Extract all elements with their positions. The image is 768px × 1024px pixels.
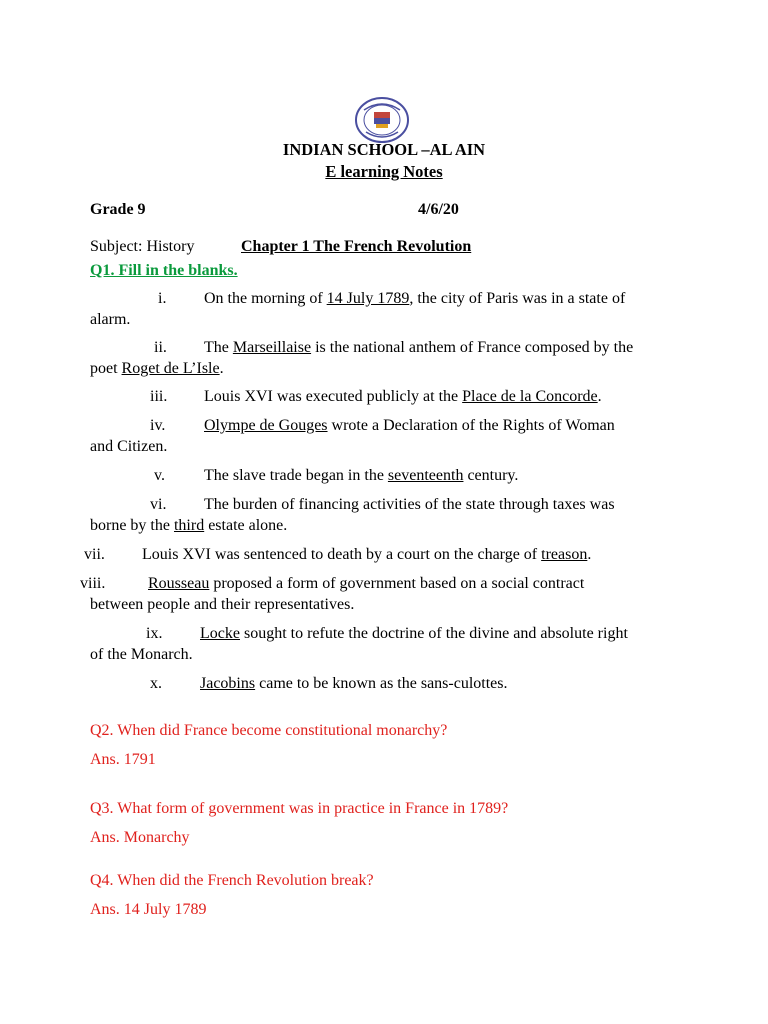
item-text: wrote a Declaration of the Rights of Woman	[327, 417, 615, 434]
item-number: iii.	[150, 388, 168, 405]
item-text: century.	[463, 467, 519, 484]
item-blank: 14 July 1789	[326, 290, 410, 307]
item-text: The slave trade began in the	[204, 467, 388, 484]
item-continuation: alarm.	[90, 311, 131, 328]
item-blank: Jacobins	[200, 675, 256, 692]
item-number: ix.	[146, 625, 163, 642]
item-text: proposed a form of government based on a social contract	[209, 575, 585, 592]
item-blank: Roget de L’Isle	[121, 360, 220, 377]
answer-text: Ans. 1791	[90, 751, 156, 768]
item-text: came to be known as the sans-culottes.	[255, 675, 508, 692]
list-item	[80, 573, 684, 615]
list-item	[90, 494, 690, 536]
grade-label: Grade 9	[90, 201, 146, 218]
answer-text: Ans. Monarchy	[90, 829, 190, 846]
item-number: vii.	[84, 546, 105, 563]
item-blank: seventeenth	[387, 467, 464, 484]
list-item	[90, 288, 690, 330]
item-text: , the city of Paris was in a state of	[409, 290, 626, 307]
item-text: borne by the	[90, 517, 174, 534]
item-number: x.	[150, 675, 162, 692]
item-number: vi.	[150, 496, 167, 513]
item-text: On the morning of	[204, 290, 327, 307]
item-blank: Rousseau	[148, 575, 210, 592]
q1-heading: Q1. Fill in the blanks.	[90, 262, 238, 279]
list-item	[90, 623, 690, 665]
school-logo	[354, 96, 410, 144]
item-continuation: of the Monarch.	[90, 646, 193, 663]
question-text: Q4. When did the French Revolution break?	[90, 872, 374, 889]
item-number: i.	[158, 290, 167, 307]
item-text: The burden of financing activities of the state through taxes was	[204, 496, 615, 513]
item-text: estate alone.	[204, 517, 288, 534]
list-item	[90, 415, 690, 457]
question-text: Q3. What form of government was in practice in France in 1789?	[90, 800, 509, 817]
list-item	[90, 337, 690, 379]
item-number: v.	[154, 467, 165, 484]
item-text: .	[219, 360, 224, 377]
item-number: iv.	[150, 417, 166, 434]
item-text: .	[587, 546, 592, 563]
item-number: viii.	[80, 575, 106, 592]
item-blank: Marseillaise	[232, 339, 312, 356]
item-continuation: between people and their representatives.	[90, 596, 355, 613]
school-name: INDIAN SCHOOL –AL AIN	[282, 140, 486, 159]
date-label: 4/6/20	[418, 201, 459, 218]
list-item	[90, 386, 690, 407]
chapter-title: Chapter 1 The French Revolution	[241, 238, 472, 255]
item-text: The	[204, 339, 233, 356]
item-text: .	[597, 388, 602, 405]
item-continuation: and Citizen.	[90, 438, 168, 455]
list-item	[84, 544, 684, 565]
list-item	[90, 465, 690, 486]
item-blank: treason	[541, 546, 588, 563]
item-blank: Locke	[200, 625, 240, 642]
item-blank: Place de la Concorde	[462, 388, 598, 405]
item-text: is the national anthem of France composed by the	[311, 339, 634, 356]
item-text: Louis XVI was executed publicly at the	[204, 388, 463, 405]
question-text: Q2. When did France become constitutional monarchy?	[90, 722, 448, 739]
subject-label: Subject: History	[90, 238, 195, 255]
item-text: Louis XVI was sentenced to death by a court on the charge of	[142, 546, 542, 563]
item-text: sought to refute the doctrine of the divine and absolute right	[239, 625, 628, 642]
document-subtitle: E learning Notes	[325, 162, 443, 181]
item-text: poet	[90, 360, 122, 377]
item-blank: Olympe de Gouges	[204, 417, 328, 434]
item-blank: third	[173, 517, 205, 534]
list-item	[90, 673, 690, 694]
answer-text: Ans. 14 July 1789	[90, 901, 207, 918]
item-number: ii.	[154, 339, 167, 356]
